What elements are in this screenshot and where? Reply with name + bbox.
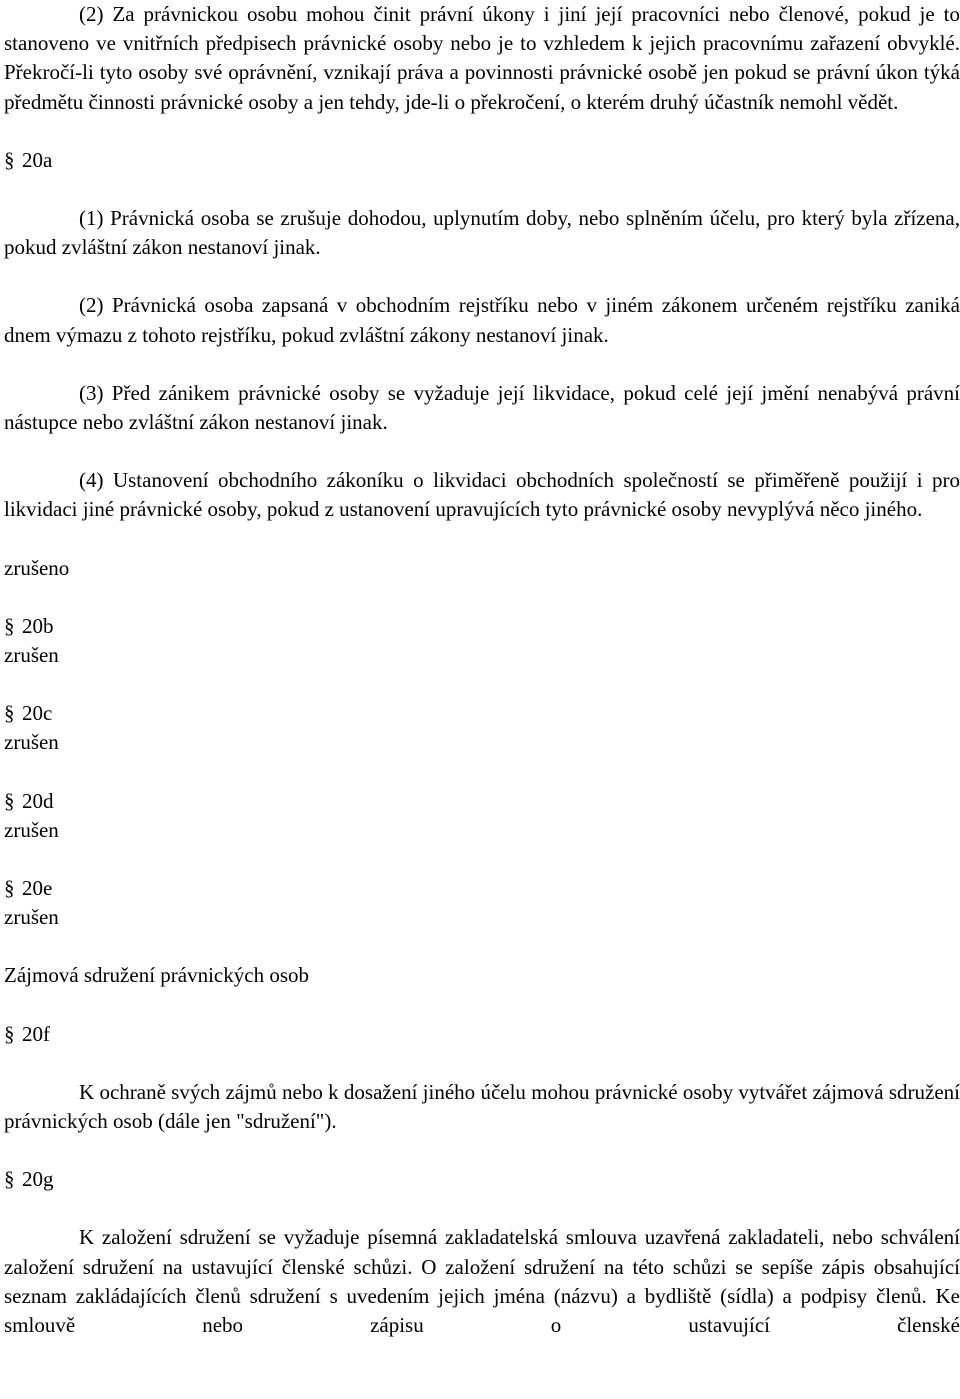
paragraph-20-2: (2) Za právnickou osobu mohou činit právní úkony i jiní její pracovníci nebo členové, pokud je to stanoveno ve vnitřních předpisech právnické osoby nebo je to vzhledem k jejich pracovnímu zařazení obvyklé. Překročí-li tyto osoby své oprávnění, vznikají práva a povinnosti právnické osobě jen pokud se právní úkon týká předmětu činnosti právnické osoby a jen tehdy, jde-li o překročení, o kterém druhý účastník nemohl vědět. <box>4 2 960 114</box>
section-symbol: § <box>4 1021 15 1046</box>
section-symbol: § <box>4 147 15 172</box>
repealed-note-20c: zrušen <box>4 730 59 755</box>
section-symbol: § <box>4 876 15 901</box>
section-symbol: § <box>4 788 15 813</box>
section-symbol: § <box>4 701 15 726</box>
section-symbol: § <box>4 1167 15 1192</box>
paragraph-20a-1: (1) Právnická osoba se zrušuje dohodou, uplynutím doby, nebo splněním účelu, pro který byla zřízena, pokud zvláštní zákon nestanoví jinak. <box>4 206 960 260</box>
paragraph-20a-3: (3) Před zánikem právnické osoby se vyžaduje její likvidace, pokud celé její jmění nenabývá právní nástupce nebo zvláštní zákon nestanoví jinak. <box>4 380 960 435</box>
repealed-note-20d: zrušen <box>4 817 59 842</box>
paragraph-20g: K založení sdružení se vyžaduje písemná zakladatelská smlouva uzavřená zakladateli, nebo schválení založení sdružení na ustavující členské schůzi. O založení sdružení na této schůzi se sepíše zápis obsahující seznam zakládajících členů sdružení s uvedením jejich jména (názvu) a bydliště (sídla) a podpisy členů. Ke smlouvě nebo zápisu o ustavující členské <box>4 1225 960 1338</box>
repealed-note-20e: zrušen <box>4 905 59 930</box>
section-number: 20d <box>22 788 54 813</box>
section-heading-20f <box>4 1020 960 1049</box>
paragraph-20a-4: (4) Ustanovení obchodního zákoníku o likvidaci obchodních společností se přiměřeně použijí i pro likvidaci jiné právnické osoby, pokud z ustanovení upravujících tyto právnické osoby nevyplývá něco jiného. <box>4 468 960 522</box>
paragraph-20f: K ochraně svých zájmů nebo k dosažení jiného účelu mohou právnické osoby vytvářet zájmová sdružení právnických osob (dále jen "sdružení"). <box>4 1079 960 1134</box>
section-number: 20g <box>22 1167 54 1192</box>
section-symbol: § <box>4 613 15 638</box>
section-number: 20e <box>22 876 53 901</box>
section-heading-20g <box>4 1165 960 1194</box>
section-number: 20c <box>22 701 53 726</box>
section-heading-20d <box>4 787 960 816</box>
repealed-note: zrušeno <box>4 555 70 580</box>
repealed-note-20b: zrušen <box>4 643 59 668</box>
section-heading-20c <box>4 699 960 728</box>
paragraph-20a-2: (2) Právnická osoba zapsaná v obchodním rejstříku nebo v jiném zákonem určeném rejstříku zaniká dnem výmazu z tohoto rejstříku, pokud zvláštní zákony nestanoví jinak. <box>4 293 960 347</box>
section-heading-20e <box>4 874 960 903</box>
section-number: 20a <box>22 147 53 172</box>
section-heading-20a <box>4 146 960 175</box>
section-number: 20f <box>22 1021 50 1046</box>
chapter-heading: Zájmová sdružení právnických osob <box>4 963 309 988</box>
section-number: 20b <box>22 613 54 638</box>
section-heading-20b <box>4 612 960 641</box>
document-page <box>4 0 960 1340</box>
